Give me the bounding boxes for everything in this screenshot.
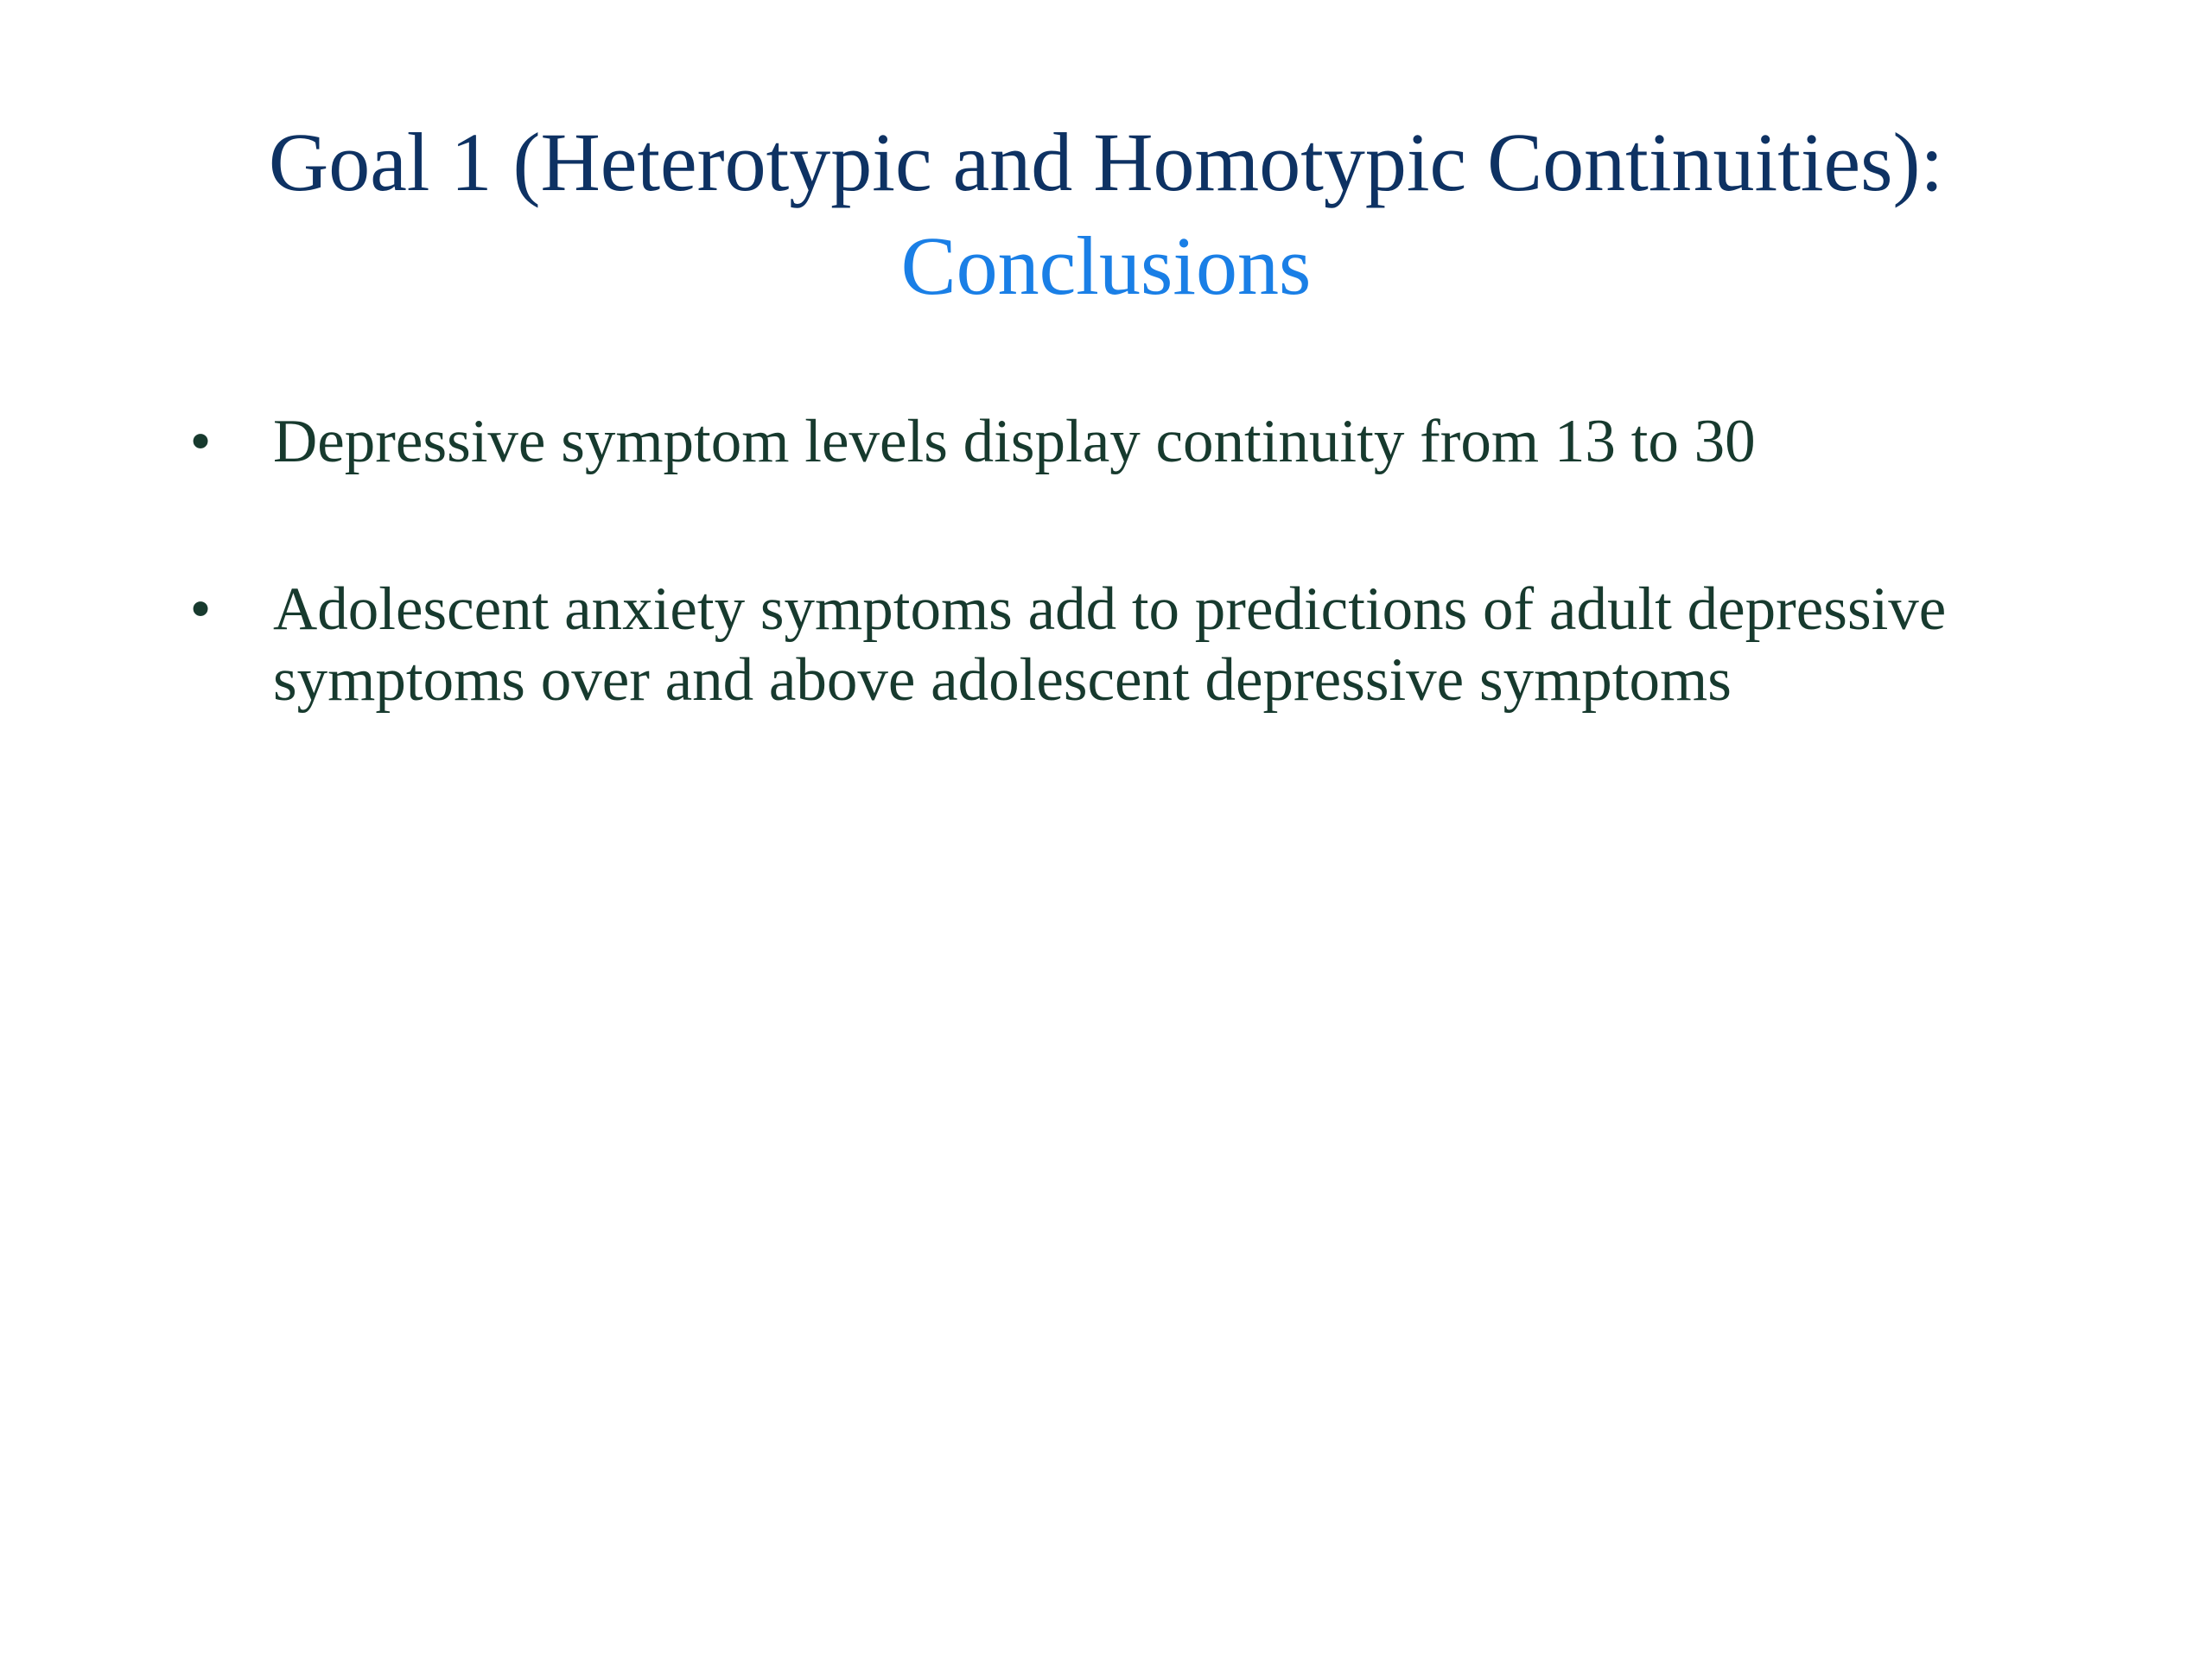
bullet-dot-icon: • xyxy=(189,575,212,643)
title-main: Goal 1 (Heterotypic and Homotypic Continuities): xyxy=(268,116,1944,208)
bullet-text: Adolescent anxiety symptoms add to predictions of adult depressive symptoms over and above adolescent depressive symptoms xyxy=(273,575,1947,714)
bullet-list xyxy=(183,406,1998,715)
slide-title xyxy=(0,111,2212,318)
bullet-item-anxiety xyxy=(183,574,1998,715)
title-subtitle: Conclusions xyxy=(900,219,1312,312)
bullet-dot-icon: • xyxy=(189,408,212,475)
bullet-item-continuity xyxy=(183,406,1998,477)
bullet-text: Depressive symptom levels display continuity from 13 to 30 xyxy=(273,408,1756,475)
